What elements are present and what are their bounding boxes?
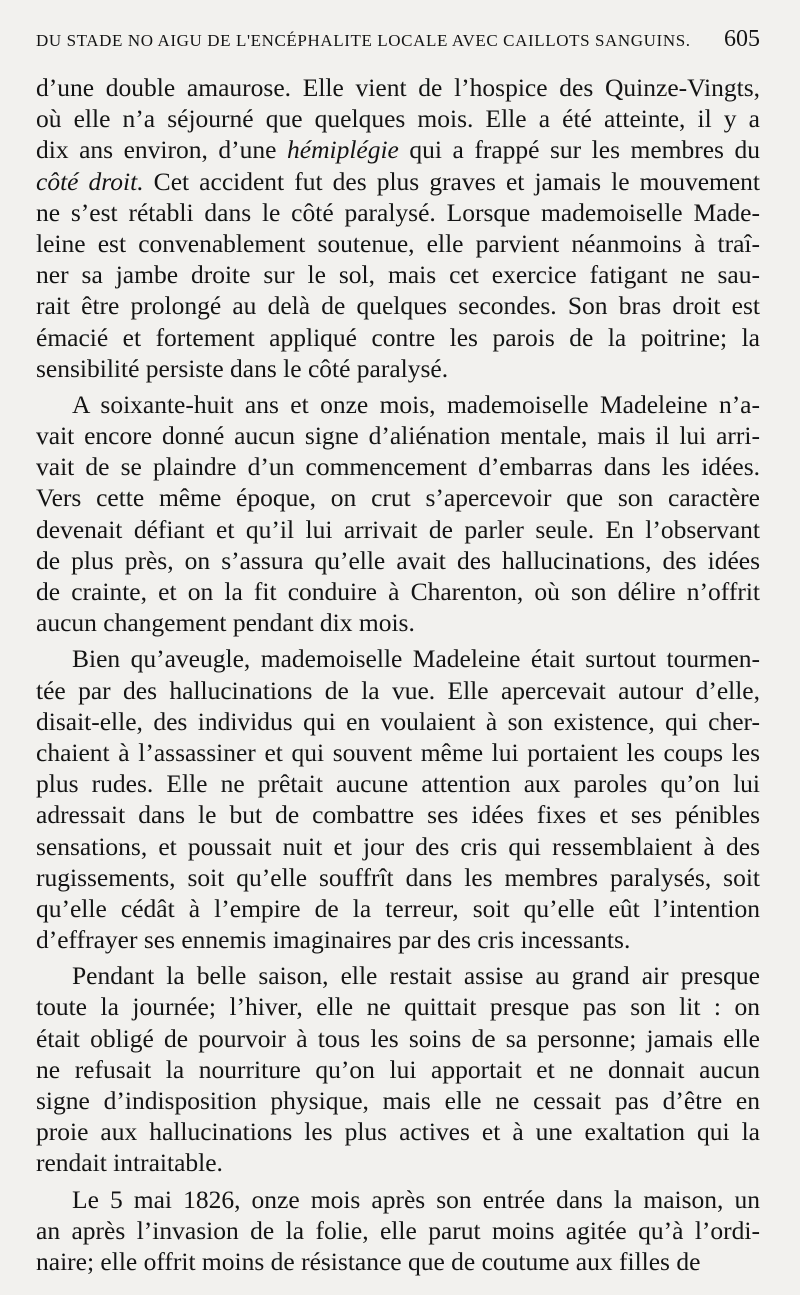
text-line	[36, 675, 760, 706]
text-run: proie aux hallucinations les plus actives et à une exaltation qui la	[36, 1117, 760, 1147]
text-run: qu’elle cédât à l’empire de la terreur, soit qu’elle eût l’intention	[36, 893, 760, 923]
text-run: ne refusait la nourriture qu’on lui apportait et ne donnait aucun	[36, 1054, 760, 1084]
text-line	[36, 960, 760, 991]
text-run: qui a frappé sur les membres du	[398, 135, 760, 165]
text-line	[36, 576, 760, 607]
text-run: plus rudes. Elle ne prêtait aucune attention aux paroles qu’on lui	[36, 769, 760, 799]
text-run: Pendant la belle saison, elle restait assise au grand air presque	[72, 961, 760, 991]
text-line	[36, 290, 760, 321]
text-line	[36, 607, 760, 638]
text-line	[36, 1184, 760, 1215]
running-head	[36, 26, 760, 72]
text-run: ne s’est rétabli dans le côté paralysé. Lorsque mademoiselle Made-	[36, 197, 760, 227]
italic-text: côté droit.	[36, 166, 144, 196]
text-line	[36, 482, 760, 513]
text-line	[36, 228, 760, 259]
body-text	[36, 72, 760, 1277]
text-line	[36, 706, 760, 737]
text-run: toute la journée; l’hiver, elle ne quittait presque pas son lit : on	[36, 992, 760, 1022]
text-line	[36, 1147, 760, 1178]
text-line	[36, 389, 760, 420]
text-run: signe d’indisposition physique, mais elle ne cessait pas d’être en	[36, 1086, 760, 1115]
paragraph	[36, 1184, 760, 1278]
paragraph	[36, 960, 760, 1178]
text-run: était obligé de pourvoir à tous les soins de sa personne; jamais elle	[36, 1023, 760, 1053]
italic-text: hémiplégie	[287, 135, 399, 165]
text-run: an après l’invasion de la folie, elle parut moins agitée qu’à l’ordi-	[36, 1215, 760, 1245]
text-run: d’effrayer ses ennemis imaginaires par des cris incessants.	[36, 925, 631, 955]
text-line	[36, 514, 760, 545]
text-run: de plus près, on s’assura qu’elle avait des hallucinations, des idées	[36, 545, 760, 575]
text-run: vait de se plaindre d’un commencement d’embarras dans les idées.	[36, 452, 760, 482]
text-line	[36, 893, 760, 924]
text-run: Le 5 mai 1826, onze mois après son entrée dans la maison, un	[72, 1184, 760, 1214]
text-run: chaient à l’assassiner et qui souvent même lui portaient les coups les	[36, 737, 760, 767]
text-line	[36, 799, 760, 830]
text-line	[36, 103, 760, 134]
text-run: de crainte, et on la fit conduire à Charenton, où son délire n’offrit	[36, 577, 760, 606]
text-run: d’une double amaurose. Elle vient de l’hospice des Quinze-Vingts,	[36, 73, 760, 102]
text-run: disait-elle, des individus qui en voulaient à son existence, qui cher-	[36, 706, 760, 736]
text-run: A soixante-huit ans et onze mois, mademoiselle Madeleine n’a-	[72, 389, 760, 419]
text-line	[36, 643, 760, 674]
text-line	[36, 737, 760, 768]
text-line	[36, 1215, 760, 1246]
text-run: émacié et fortement appliqué contre les parois de la poitrine; la	[36, 322, 760, 352]
text-line	[36, 768, 760, 799]
text-line	[36, 1116, 760, 1147]
text-run: aucun changement pendant dix mois.	[36, 608, 415, 638]
paragraph	[36, 643, 760, 955]
text-run: leine est convenablement soutenue, elle parvient néanmoins à traî-	[36, 228, 760, 258]
text-run: sensations, et poussait nuit et jour des cris qui ressemblaient à des	[36, 831, 760, 861]
text-line	[36, 862, 760, 893]
text-run: ner sa jambe droite sur le sol, mais cet exercice fatigant ne sau-	[36, 260, 760, 290]
paragraph	[36, 72, 760, 384]
text-line	[36, 259, 760, 290]
page-number: 605	[724, 26, 760, 52]
text-run: rugissements, soit qu’elle souffrît dans les membres paralysés, soit	[36, 862, 760, 892]
text-run: rait être prolongé au delà de quelques secondes. Son bras droit est	[36, 291, 760, 321]
text-line	[36, 1054, 760, 1085]
text-line	[36, 1085, 760, 1116]
text-run: vait encore donné aucun signe d’aliénation mentale, mais il lui arri-	[36, 421, 760, 451]
text-line	[36, 545, 760, 576]
text-run: tée par des hallucinations de la vue. Elle apercevait autour d’elle,	[36, 675, 760, 705]
text-line	[36, 322, 760, 353]
text-line	[36, 197, 760, 228]
text-run: naire; elle offrit moins de résistance que de coutume aux filles de	[36, 1246, 701, 1276]
text-run: rendait intraitable.	[36, 1148, 223, 1178]
text-line	[36, 72, 760, 103]
text-line	[36, 1246, 760, 1277]
running-title: DU STADE NO AIGU DE L'ENCÉPHALITE LOCALE AVEC CAILLOTS SANGUINS.	[36, 31, 691, 50]
text-line	[36, 924, 760, 955]
text-run: où elle n’a séjourné que quelques mois. Elle a été atteinte, il y a	[36, 104, 760, 134]
text-run: Cet accident fut des plus graves et jamais le mouvement	[143, 166, 760, 196]
text-line	[36, 1023, 760, 1054]
text-run: Bien qu’aveugle, mademoiselle Madeleine était surtout tourmen-	[72, 644, 760, 674]
text-run: dix ans environ, d’une	[36, 135, 287, 165]
text-line	[36, 451, 760, 482]
text-run: sensibilité persiste dans le côté paralysé.	[36, 353, 449, 383]
text-run: Vers cette même époque, on crut s’apercevoir que son caractère	[36, 483, 760, 513]
paragraph	[36, 389, 760, 639]
text-line	[36, 991, 760, 1022]
text-line	[36, 166, 760, 197]
text-line	[36, 420, 760, 451]
text-line	[36, 134, 760, 165]
text-run: devenait défiant et qu’il lui arrivait de parler seule. En l’observant	[36, 514, 760, 544]
text-line	[36, 831, 760, 862]
text-line	[36, 353, 760, 384]
text-run: adressait dans le but de combattre ses idées fixes et ses pénibles	[36, 800, 760, 830]
